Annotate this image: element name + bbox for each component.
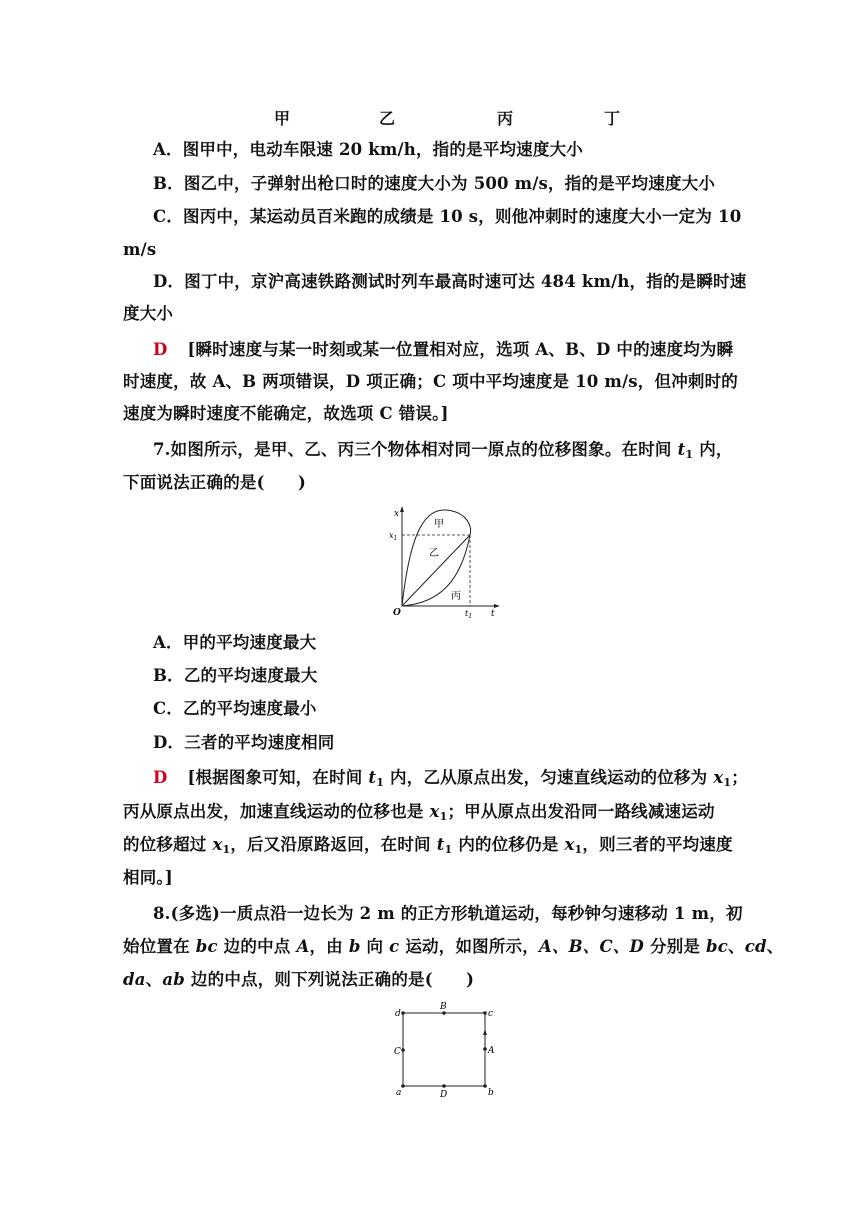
y-axis-arrow (400, 506, 404, 512)
q7-exp3-x-sub: 1 (222, 843, 231, 856)
q8-bc: bc (195, 937, 218, 956)
picture-label-bing: 丙 (497, 109, 514, 128)
q7-stem-text-a: 7.如图所示，是甲、乙、丙三个物体相对同一原点的位移图象。在时间 (153, 440, 678, 459)
q7-explanation-line3 (123, 834, 733, 861)
label-A: A (488, 1046, 495, 1056)
q7-option-c: C．乙的平均速度最小 (153, 699, 317, 718)
q8-l2-c: ，由 (309, 937, 349, 956)
q7-stem-line1 (153, 439, 733, 466)
q6-option-c-line1: C．图丙中，某运动员百米跑的成绩是 10 s，则他冲刺时的速度大小一定为 10 (153, 207, 742, 226)
q8-cd: cd (744, 937, 767, 956)
q7-position-time-graph (385, 503, 505, 618)
q7-exp1-b: 内，乙从原点出发，匀速直线运动的位移为 (384, 768, 714, 787)
label-C: C (394, 1047, 401, 1057)
label-a: a (396, 1088, 402, 1098)
q7-exp1-t: t (368, 768, 377, 787)
q6-exp-text1: [瞬时速度与某一时刻或某一位置相对应，选项 A、B、D 中的速度均为瞬 (187, 340, 734, 359)
q7-exp1-a: [根据图象可知，在时间 (187, 768, 369, 787)
q7-explanation-line4: 相同。] (123, 868, 173, 887)
picture-label-jia: 甲 (274, 109, 291, 128)
point-a (401, 1084, 405, 1088)
q7-exp1-t-sub: 1 (376, 776, 385, 789)
q7-exp2-x-sub: 1 (439, 810, 448, 823)
q8-stem-line2 (123, 936, 783, 958)
label-B: B (440, 1002, 447, 1012)
q7-t-sub: 1 (685, 448, 694, 461)
q8-c: c (389, 937, 400, 956)
q8-stem-line3 (123, 969, 474, 991)
q8-b: b (348, 937, 361, 956)
picture-labels-row (0, 106, 860, 128)
q6-option-a: A．图甲中，电动车限速 20 km/h，指的是平均速度大小 (153, 140, 583, 159)
q7-option-a: A．甲的平均速度最大 (153, 633, 317, 652)
point-A (483, 1047, 487, 1051)
q6-option-d-line1: D．图丁中，京沪高速铁路测试时列车最高时速可达 484 km/h，指的是瞬时速 (153, 272, 747, 291)
q7-stem-text-b: 内， (693, 440, 733, 459)
label-D: D (440, 1090, 448, 1100)
q6-explanation-line2: 时速度，故 A、B 两项错误，D 项正确；C 项中平均速度是 10 m/s，但冲刺时的 (123, 372, 738, 391)
q8-l2-e: 运动，如图所示， (399, 937, 539, 956)
q6-option-d-line2: 度大小 (123, 304, 174, 323)
q7-exp1-x: x (713, 768, 724, 787)
q6-answer: D (153, 340, 168, 359)
curve-yi-label: 乙 (429, 548, 439, 559)
q8-bc-2: bc (706, 937, 729, 956)
q8-l3-b: 边的中点，则下列说法正确的是( ) (184, 970, 475, 989)
q8-A: A (296, 937, 310, 956)
picture-label-yi: 乙 (379, 109, 396, 128)
q7-exp3-t: t (436, 835, 445, 854)
q7-exp2-a: 丙从原点出发，加速直线运动的位移也是 (123, 802, 430, 821)
q7-exp1-c: ； (731, 768, 748, 787)
q6-option-c-line2: m/s (123, 240, 157, 259)
q6-option-b: B．图乙中，子弹射出枪口时的速度大小为 500 m/s，指的是平均速度大小 (153, 174, 716, 193)
q8-l2-h: 、 (728, 937, 745, 956)
label-b: b (488, 1088, 494, 1098)
q7-exp2-b: ；甲从原点出发沿同一路线减速运动 (447, 802, 715, 821)
x-axis-arrow (494, 604, 500, 608)
x-axis-label: t (491, 609, 495, 618)
q7-exp3-x2-sub: 1 (574, 843, 583, 856)
q7-answer: D (153, 768, 168, 787)
q8-da: da (123, 970, 146, 989)
q7-exp3-x: x (212, 835, 223, 854)
q8-l3-a: 、 (145, 970, 163, 989)
q8-l2-h2: 、 (766, 937, 784, 956)
q8-stem-line1: 8.(多选)一质点沿一边长为 2 m 的正方形轨道运动，每秒钟匀速移动 1 m，初 (153, 904, 743, 923)
q7-exp3-d: ，则三者的平均速度 (582, 835, 733, 854)
q7-exp2-x: x (429, 802, 440, 821)
q8-l2-d: 向 (360, 937, 390, 956)
direction-arrow (483, 1029, 487, 1035)
square-track (403, 1013, 485, 1086)
point-D (442, 1084, 446, 1088)
q7-exp3-c: 内的位移仍是 (452, 835, 565, 854)
q8-ab: ab (162, 970, 185, 989)
q7-exp3-a: 的位移超过 (123, 835, 213, 854)
q7-option-d: D．三者的平均速度相同 (153, 733, 335, 752)
q8-square-track-figure (388, 1000, 500, 1100)
t1-label: $t_1$ (465, 609, 473, 618)
point-C (401, 1048, 405, 1052)
q7-t-symbol: t (677, 440, 686, 459)
label-c: c (488, 1009, 494, 1019)
q7-explanation-line2 (123, 801, 715, 828)
q8-l2-a: 始位置在 (123, 937, 196, 956)
q7-option-b: B．乙的平均速度最大 (153, 666, 318, 685)
origin-label: O (393, 608, 401, 618)
q8-l2-f: A、B、C、D (538, 937, 645, 956)
point-c (483, 1011, 487, 1015)
curve-jia-label: 甲 (434, 519, 444, 530)
q7-stem-line2: 下面说法正确的是( ) (123, 473, 307, 492)
q7-exp3-b: ，后又沿原路返回，在时间 (230, 835, 437, 854)
point-d (401, 1011, 405, 1015)
picture-label-ding: 丁 (604, 109, 621, 128)
q8-l2-g: 分别是 (644, 937, 707, 956)
q7-exp1-x-sub: 1 (723, 776, 732, 789)
point-b (483, 1084, 487, 1088)
q6-explanation-line3: 速度为瞬时速度不能确定，故选项 C 错误。] (123, 404, 449, 423)
curve-bing-label: 丙 (451, 591, 461, 602)
label-d: d (395, 1009, 401, 1019)
q7-exp3-t-sub: 1 (444, 843, 453, 856)
y-axis-label: x (394, 509, 400, 519)
q7-explanation-line1 (153, 767, 748, 794)
x1-label: $x_1$ (389, 531, 398, 542)
q6-explanation-line1 (153, 339, 733, 361)
q8-l2-b: 边的中点 (217, 937, 297, 956)
q7-exp3-x2: x (564, 835, 575, 854)
